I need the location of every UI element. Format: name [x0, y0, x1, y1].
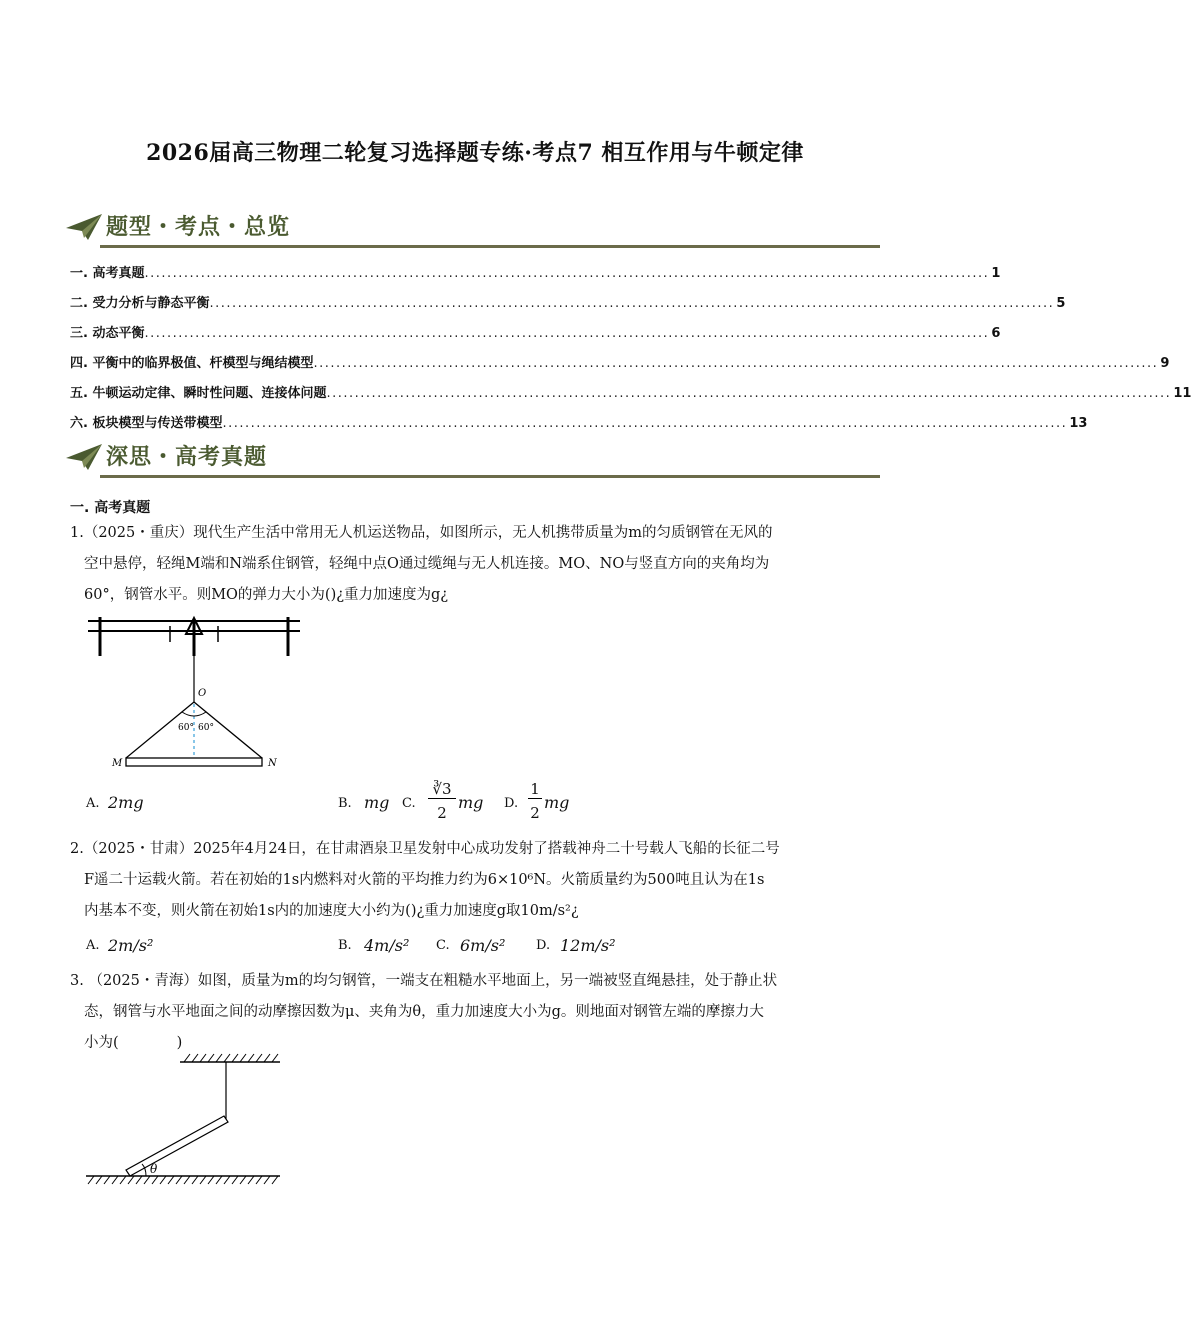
hanging-pipe-figure	[84, 1050, 284, 1190]
question-line: 态，钢管与水平地面之间的动摩擦因数为μ、夹角为θ，重力加速度大小为g。则地面对钢管左端的摩擦力大	[84, 1004, 764, 1020]
toc-item[interactable]: 三. 动态平衡 ...................................................................................................................................................... 6	[70, 326, 1001, 341]
drone-pipe-figure	[86, 612, 316, 776]
option-b-label[interactable]: B.	[338, 796, 352, 811]
banner-title: 题型・考点・总览	[106, 214, 291, 240]
point-label-O: O	[198, 688, 207, 699]
paper-plane-icon	[66, 444, 102, 470]
question-line: 1.（2025・重庆）现代生产生活中常用无人机运送物品，如图所示，无人机携带质量为m的匀质钢管在无风的	[70, 525, 773, 541]
option-a[interactable]: 2mg	[108, 793, 144, 812]
option-b[interactable]: 4m/s²	[364, 936, 410, 955]
option-d-label[interactable]: D.	[536, 938, 551, 953]
section-banner-overview	[66, 208, 880, 248]
question-line: 2.（2025・甘肃）2025年4月24日，在甘肃酒泉卫星发射中心成功发射了搭载神舟二十号载人飞船的长征二号	[70, 841, 780, 857]
options-q1	[86, 780, 586, 830]
divider	[100, 245, 880, 248]
option-c-label[interactable]: C.	[402, 796, 416, 811]
question-line: 空中悬停，轻绳M端和N端系住钢管，轻绳中点O通过缆绳与无人机连接。MO、NO与竖直方向的夹角均为	[84, 556, 770, 572]
paper-plane-icon	[66, 214, 102, 240]
angle-label: 60°	[198, 723, 214, 733]
question-1	[70, 518, 882, 611]
toc-item[interactable]: 六. 板块模型与传送带模型 ...................................................................................................................................................... 13	[70, 416, 1088, 431]
option-a-label[interactable]: A.	[86, 938, 100, 953]
option-a-label[interactable]: A.	[86, 796, 100, 811]
option-c-label[interactable]: C.	[436, 938, 450, 953]
question-line: 60°，钢管水平。则MO的弹力大小为()¿重力加速度为g¿	[84, 587, 449, 603]
option-c-numerator[interactable]: ∛3	[428, 780, 456, 799]
option-b-label[interactable]: B.	[338, 938, 352, 953]
option-d-label[interactable]: D.	[504, 796, 519, 811]
options-q2	[86, 934, 646, 960]
point-label-M: M	[112, 758, 123, 769]
question-3	[70, 966, 882, 1059]
section-banner-exam	[66, 438, 880, 478]
toc-item[interactable]: 四. 平衡中的临界极值、杆模型与绳结模型 ...................................................................................................................................................... 9	[70, 356, 1170, 371]
option-d-numerator[interactable]: 1	[528, 780, 542, 799]
option-a[interactable]: 2m/s²	[108, 936, 154, 955]
page-title: 2026届高三物理二轮复习选择题专练·考点7 相互作用与牛顿定律	[146, 140, 804, 166]
option-d-tail[interactable]: mg	[544, 793, 570, 812]
question-line: 内基本不变，则火箭在初始1s内的加速度大小约为()¿重力加速度g取10m/s²¿	[84, 903, 579, 919]
question-line: 小为( )	[84, 1035, 183, 1051]
question-line: 3. （2025・青海）如图，质量为m的均匀钢管，一端支在粗糙水平地面上，另一端被竖直绳悬挂，处于静止状	[70, 973, 778, 989]
angle-theta-label: θ	[150, 1162, 158, 1176]
question-line: F遥二十运载火箭。若在初始的1s内燃料对火箭的平均推力约为6×10⁶N。火箭质量约为500吨且认为在1s	[84, 872, 765, 888]
option-b[interactable]: mg	[364, 793, 390, 812]
toc-item[interactable]: 五. 牛顿运动定律、瞬时性问题、连接体问题 ...................................................................................................................................................... 11	[70, 386, 1191, 401]
angle-label: 60°	[178, 723, 194, 733]
option-c-denominator[interactable]: 2	[437, 804, 447, 822]
question-2	[70, 834, 882, 927]
point-label-N: N	[268, 758, 277, 769]
option-d-denominator[interactable]: 2	[530, 804, 540, 822]
divider	[100, 475, 880, 478]
toc-item[interactable]: 二. 受力分析与静态平衡 ...................................................................................................................................................... 5	[70, 296, 1066, 311]
option-d[interactable]: 12m/s²	[560, 936, 616, 955]
banner-title: 深思・高考真题	[106, 444, 268, 470]
option-c[interactable]: 6m/s²	[460, 936, 506, 955]
section-heading: 一. 高考真题	[70, 500, 151, 516]
toc-item[interactable]: 一. 高考真题 ...................................................................................................................................................... 1	[70, 266, 1001, 281]
option-c-tail[interactable]: mg	[458, 793, 484, 812]
